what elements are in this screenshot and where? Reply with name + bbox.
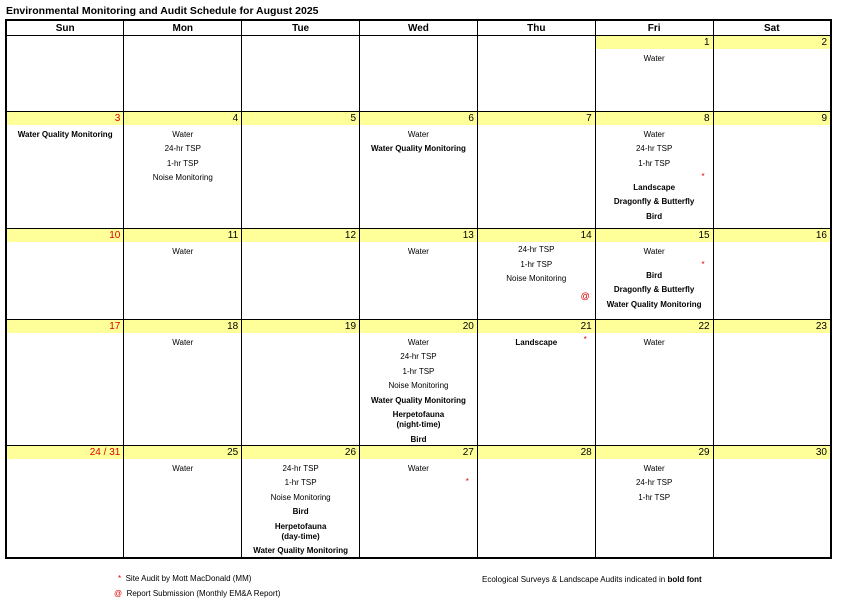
day-cell-thu — [477, 36, 595, 112]
legend-report-submission — [114, 589, 280, 598]
event-item: Noise Monitoring — [506, 274, 567, 283]
day-number: 23 — [714, 320, 830, 333]
event-item: Herpetofauna (day-time) — [274, 521, 327, 541]
event-item: Noise Monitoring — [270, 492, 331, 502]
day-number: 28 — [478, 446, 595, 459]
week-row — [6, 112, 831, 229]
week-row — [6, 229, 831, 320]
day-cell-mon — [124, 112, 242, 229]
event-item: Water — [172, 337, 194, 347]
day-cell-tue — [242, 320, 360, 446]
day-cell-fri — [595, 320, 713, 446]
day-cell-mon — [124, 229, 242, 320]
day-cell-fri — [595, 36, 713, 112]
event-item: Water — [643, 463, 665, 473]
day-cell-thu — [477, 446, 595, 559]
weekday-header-row — [6, 20, 831, 36]
event-item: Water — [643, 53, 665, 63]
day-number: 5 — [242, 112, 359, 125]
site-audit-marker-icon: * — [701, 259, 705, 269]
day-number: 17 — [7, 320, 123, 333]
day-number: 25 — [124, 446, 241, 459]
day-number: 12 — [242, 229, 359, 242]
day-cell-thu — [477, 229, 595, 320]
day-number: 16 — [714, 229, 830, 242]
weekday-wed: Wed — [360, 20, 478, 36]
day-cell-wed — [360, 446, 478, 559]
day-number: 7 — [478, 112, 595, 125]
event-item: 24-hr TSP — [164, 144, 201, 153]
event-item: Noise Monitoring — [152, 173, 213, 182]
legend-site-audit-text: Site Audit by Mott MacDonald (MM) — [125, 574, 252, 583]
day-cell-mon — [124, 320, 242, 446]
day-cell-sun — [6, 320, 124, 446]
day-number — [242, 36, 359, 49]
week-row — [6, 320, 831, 446]
event-item: 24-hr TSP — [282, 463, 319, 473]
day-cell-sun — [6, 229, 124, 320]
day-cell-sat — [713, 112, 831, 229]
at-marker-icon: @ — [114, 589, 123, 598]
site-audit-marker-icon: * — [465, 476, 469, 486]
day-cell-fri — [595, 229, 713, 320]
day-number: 9 — [714, 112, 830, 125]
event-item: Water — [172, 246, 194, 256]
legend-site-audit — [118, 574, 251, 583]
day-number: 22 — [596, 320, 713, 333]
event-item: 1-hr TSP — [638, 158, 671, 168]
event-item: Water Quality Monitoring — [17, 129, 113, 139]
event-item: Water Quality Monitoring — [606, 299, 702, 309]
weekday-thu: Thu — [477, 20, 595, 36]
weekday-mon: Mon — [124, 20, 242, 36]
event-item: Noise Monitoring — [388, 381, 449, 390]
star-marker-icon: * — [118, 574, 122, 583]
weekday-fri: Fri — [595, 20, 713, 36]
day-number: 13 — [360, 229, 477, 242]
day-number — [124, 36, 241, 49]
day-number: 11 — [124, 229, 241, 242]
legend-bold-note-emphasis: bold font — [667, 575, 702, 584]
event-item: Water Quality Monitoring — [371, 144, 466, 153]
event-item: 1-hr TSP — [284, 478, 317, 487]
event-item: Dragonfly & Butterfly — [613, 285, 695, 294]
event-item: Bird — [410, 434, 427, 444]
day-number: 3 — [7, 112, 123, 125]
day-cell-fri — [595, 112, 713, 229]
day-number: 4 — [124, 112, 241, 125]
day-number: 8 — [596, 112, 713, 125]
event-item: Water — [407, 246, 429, 256]
day-number: 15 — [596, 229, 713, 242]
day-number: 30 — [714, 446, 830, 459]
day-number: 29 — [596, 446, 713, 459]
day-cell-wed — [360, 320, 478, 446]
day-cell-sat — [713, 36, 831, 112]
day-number: 26 — [242, 446, 359, 459]
weekday-sat: Sat — [713, 20, 831, 36]
event-item: Water Quality Monitoring — [253, 546, 349, 555]
event-item: Herpetofauna (night-time) — [392, 410, 445, 429]
event-item: 24-hr TSP — [635, 478, 673, 487]
day-number: 20 — [360, 320, 477, 333]
day-number: 18 — [124, 320, 241, 333]
event-item: Water — [643, 246, 665, 256]
day-cell-wed — [360, 112, 478, 229]
event-item: 24-hr TSP — [635, 144, 673, 153]
day-cell-sun — [6, 446, 124, 559]
day-cell-tue — [242, 112, 360, 229]
event-item: 24-hr TSP — [518, 245, 555, 254]
weekday-sun: Sun — [6, 20, 124, 36]
week-row — [6, 36, 831, 112]
day-number: 27 — [360, 446, 477, 459]
day-number: 2 — [714, 36, 830, 49]
day-cell-mon — [124, 36, 242, 112]
day-number — [7, 36, 123, 49]
day-number: 14 — [478, 229, 595, 242]
event-item: 1-hr TSP — [402, 366, 435, 376]
day-cell-thu — [477, 112, 595, 229]
event-item: Water — [407, 337, 429, 347]
event-item: Water Quality Monitoring — [371, 395, 466, 405]
day-number: 6 — [360, 112, 477, 125]
day-number: 1 — [596, 36, 713, 49]
weekday-tue: Tue — [242, 20, 360, 36]
legend-report-submission-text: Report Submission (Monthly EM&A Report) — [126, 589, 281, 598]
event-item: Water — [643, 129, 665, 139]
day-number: 24 / 31 — [7, 446, 123, 459]
legend-bold-note — [482, 575, 702, 584]
event-item: Landscape — [633, 182, 676, 192]
day-number: 19 — [242, 320, 359, 333]
event-item: Bird — [646, 270, 663, 280]
event-item: 1-hr TSP — [520, 259, 553, 269]
day-number — [478, 36, 595, 49]
day-cell-mon — [124, 446, 242, 559]
event-item: 1-hr TSP — [638, 492, 671, 502]
event-item: Water — [643, 337, 665, 347]
day-number: 10 — [7, 229, 123, 242]
event-item: Water — [172, 463, 194, 473]
day-cell-sat — [713, 229, 831, 320]
day-cell-wed — [360, 229, 478, 320]
event-item: Water — [407, 463, 429, 473]
day-cell-tue — [242, 446, 360, 559]
event-item: 24-hr TSP — [400, 352, 437, 361]
day-number: 21 — [478, 320, 595, 333]
day-cell-sat — [713, 446, 831, 559]
site-audit-marker-icon: * — [583, 335, 587, 344]
event-item: Water — [407, 129, 429, 139]
event-item: Dragonfly & Butterfly — [613, 197, 695, 206]
event-item: Bird — [646, 211, 663, 221]
day-cell-tue — [242, 36, 360, 112]
event-item: Water — [172, 129, 194, 139]
day-cell-sun — [6, 36, 124, 112]
day-cell-tue — [242, 229, 360, 320]
day-number — [360, 36, 477, 49]
day-cell-sat — [713, 320, 831, 446]
day-cell-wed — [360, 36, 478, 112]
report-submission-marker-icon: @ — [580, 290, 590, 301]
legend-bold-note-text: Ecological Surveys & Landscape Audits indicated in — [482, 575, 666, 584]
day-cell-thu — [477, 320, 595, 446]
event-item: Bird — [292, 507, 309, 516]
calendar-grid — [5, 19, 832, 559]
event-item: 1-hr TSP — [166, 158, 199, 168]
week-row — [6, 446, 831, 559]
page-title: Environmental Monitoring and Audit Schedule for August 2025 — [6, 5, 319, 17]
day-cell-fri — [595, 446, 713, 559]
site-audit-marker-icon: * — [701, 171, 705, 181]
day-cell-sun — [6, 112, 124, 229]
event-item: Landscape — [515, 337, 558, 347]
